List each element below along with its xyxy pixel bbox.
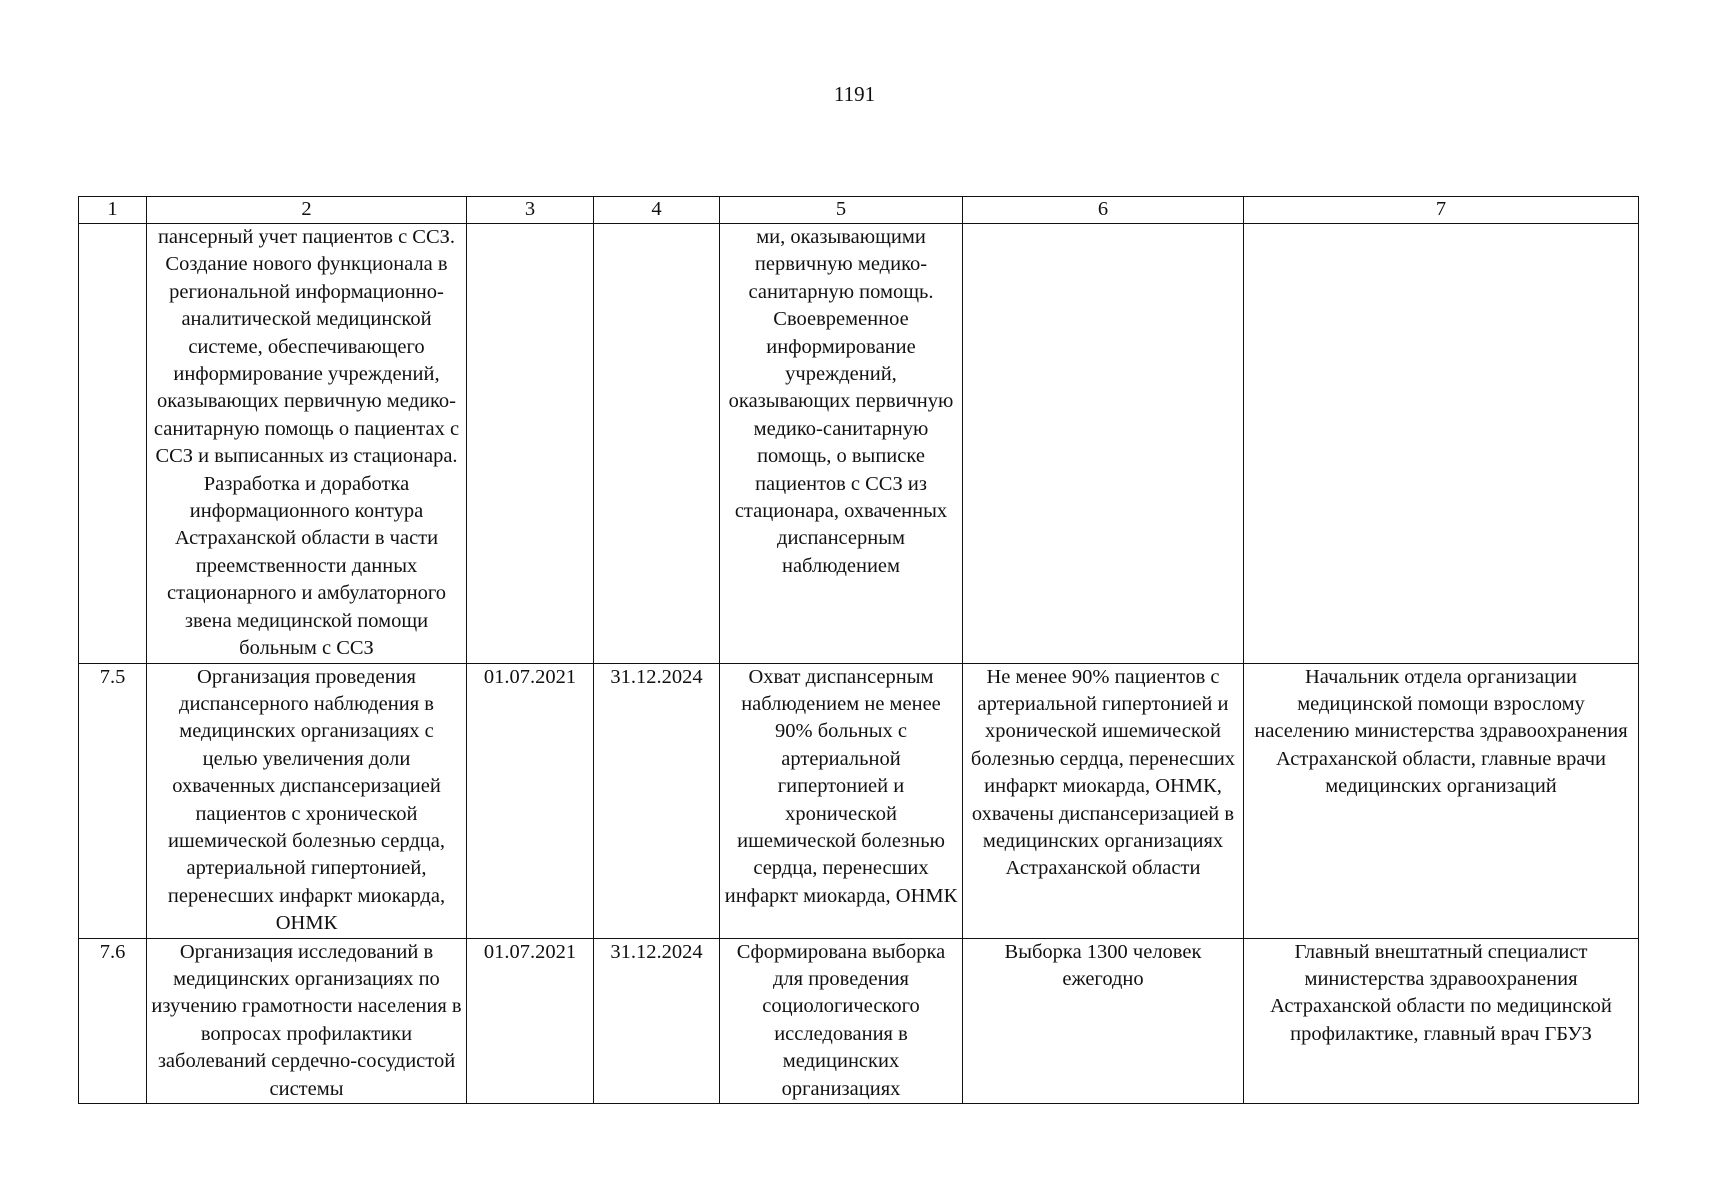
- row-number: 7.6: [79, 938, 147, 1103]
- start-date-cell: 01.07.2021: [467, 938, 594, 1103]
- activity-cell: пансерный учет пациентов с ССЗ. Создание нового функционала в региональной информационно-аналитической медицинской системе, обеспечивающего информирование учреждений, оказывающих первичную медико-санитарную помощь о пациентах с ССЗ и выписанных из стационара. Разработка и доработка информационного контура Астраханской области в части преемственности данных стационарного и амбулаторного звена медицинской помощи больным с ССЗ: [147, 224, 467, 664]
- column-header: 4: [594, 197, 720, 224]
- end-date-cell: 31.12.2024: [594, 938, 720, 1103]
- row-number: 7.5: [79, 663, 147, 938]
- activity-cell: Организация исследований в медицинских организациях по изучению грамотности населения в вопросах профилактики заболеваний сердечно-сосудистой системы: [147, 938, 467, 1103]
- row-number: [79, 224, 147, 664]
- table-row: [79, 938, 1639, 1103]
- result-cell: Сформирована выборка для проведения социологического исследования в медицинских организациях: [720, 938, 963, 1103]
- indicator-cell: Не менее 90% пациентов с артериальной гипертонией и хронической ишемической болезнью сердца, перенесших инфаркт миокарда, ОНМК, охвачены диспансеризацией в медицинских организациях Астраханской области: [963, 663, 1244, 938]
- table-row: [79, 663, 1639, 938]
- column-header: 6: [963, 197, 1244, 224]
- result-cell: ми, оказывающими первичную медико-санитарную помощь. Своевременное информирование учреждений, оказывающих первичную медико-санитарную помощь, о выписке пациентов с ССЗ из стационара, охваченных диспансерным наблюдением: [720, 224, 963, 664]
- responsible-cell: Начальник отдела организации медицинской помощи взрослому населению министерства здравоохранения Астраханской области, главные врачи медицинских организаций: [1244, 663, 1639, 938]
- result-cell: Охват диспансерным наблюдением не менее 90% больных с артериальной гипертонией и хронической ишемической болезнью сердца, перенесших инфаркт миокарда, ОНМК: [720, 663, 963, 938]
- responsible-cell: [1244, 224, 1639, 664]
- indicator-cell: Выборка 1300 человек ежегодно: [963, 938, 1244, 1103]
- end-date-cell: [594, 224, 720, 664]
- column-header: 3: [467, 197, 594, 224]
- activity-table: [78, 196, 1639, 1104]
- activity-cell: Организация проведения диспансерного наблюдения в медицинских организациях с целью увеличения доли охваченных диспансеризацией пациентов с хронической ишемической болезнью сердца, артериальной гипертонией, перенесших инфаркт миокарда, ОНМК: [147, 663, 467, 938]
- header-row: [79, 197, 1639, 224]
- indicator-cell: [963, 224, 1244, 664]
- start-date-cell: 01.07.2021: [467, 663, 594, 938]
- column-header: 7: [1244, 197, 1639, 224]
- table-row: [79, 224, 1639, 664]
- column-header: 2: [147, 197, 467, 224]
- column-header: 1: [79, 197, 147, 224]
- column-header: 5: [720, 197, 963, 224]
- responsible-cell: Главный внештатный специалист министерства здравоохранения Астраханской области по медицинской профилактике, главный врач ГБУЗ: [1244, 938, 1639, 1103]
- start-date-cell: [467, 224, 594, 664]
- end-date-cell: 31.12.2024: [594, 663, 720, 938]
- page-number: 1191: [833, 82, 876, 106]
